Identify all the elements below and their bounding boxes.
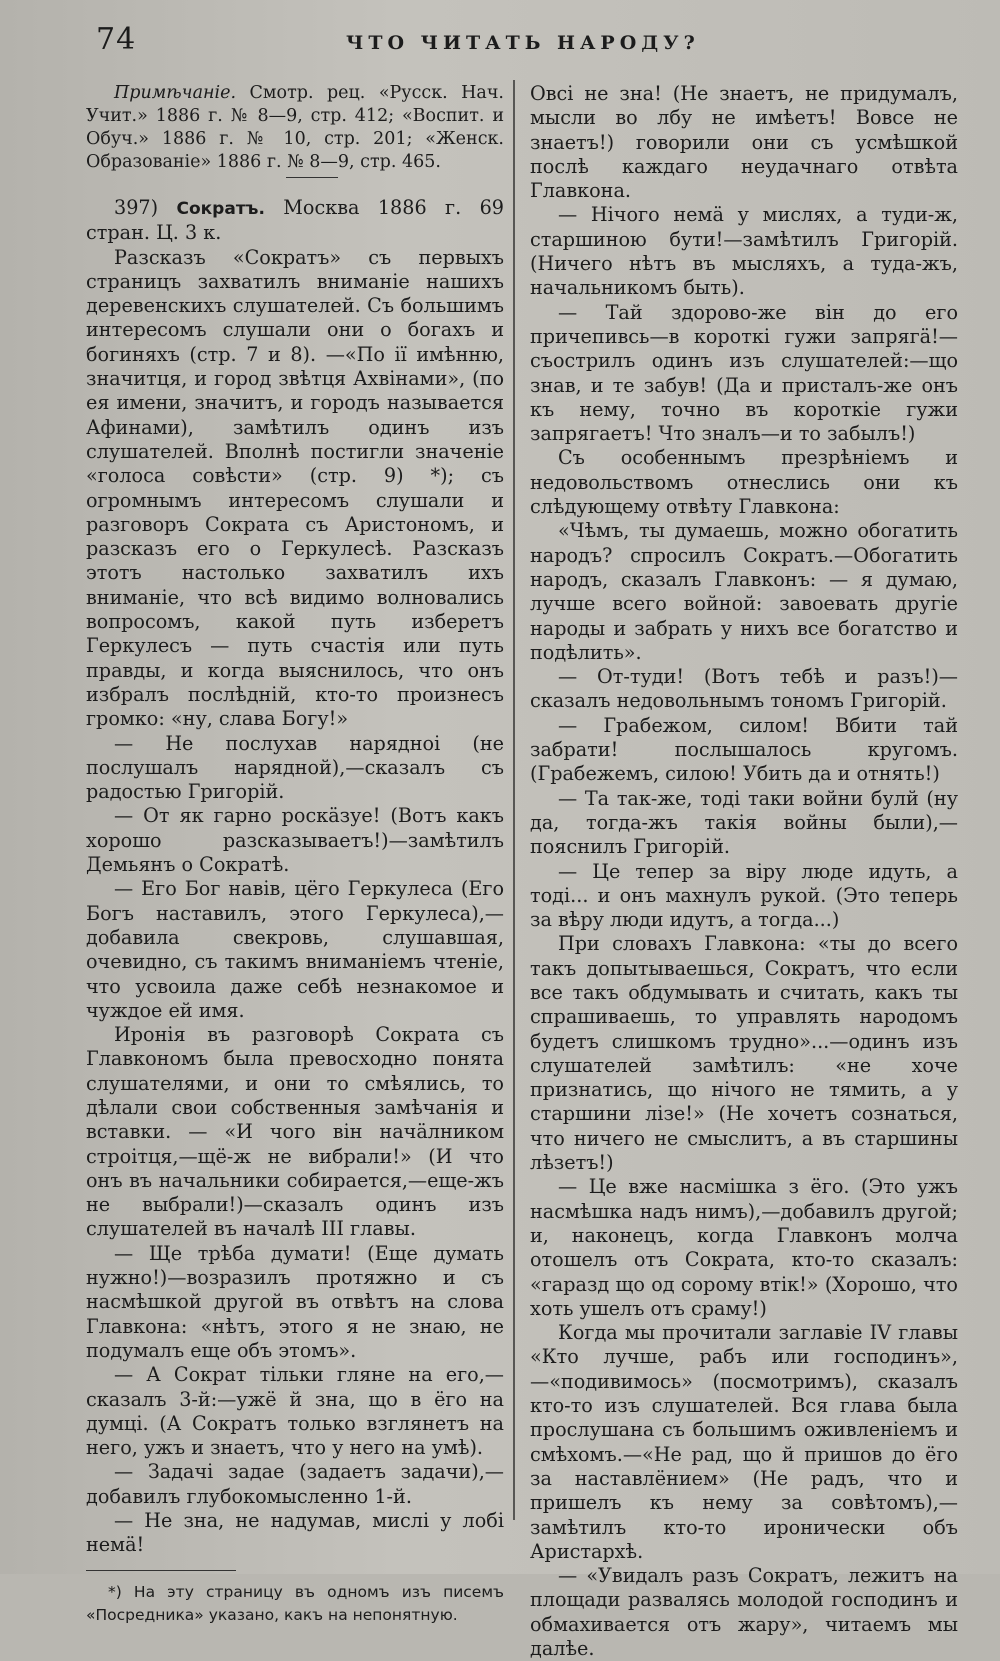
paragraph: — От як гарно роскäзуе! (Вотъ какъ хорошо разсказываетъ!)—замѣтилъ Демьянъ о Сократѣ.: [86, 804, 504, 877]
footnote: *) На эту страницу въ одномъ изъ писемъ «Посредника» указано, какъ на непонятную.: [86, 1582, 504, 1624]
short-rule: [286, 177, 338, 178]
paragraph: Овсі не зна! (Не знаетъ, не придумалъ, мысли во лбу не имѣетъ! Вовсе не знаетъ!) говорили они съ усмѣшкой послѣ каждаго неудачнаго отвѣта Главкона.: [530, 82, 958, 203]
paragraph: Съ особеннымъ презрѣніемъ и недовольствомъ отнеслись они къ слѣдующему отвѣту Главкона:: [530, 446, 958, 519]
paragraph: — Не послухав нарядноі (не послушалъ нарядной),—сказалъ съ радостью Григорій.: [86, 731, 504, 804]
paragraph: — Ще трѣба думати! (Еще думать нужно!)—возразилъ протяжно и съ насмѣшкой другой въ отвѣтъ на слова Главкона: «нѣтъ, этого я не знаю, не подумалъ еще объ этомъ».: [86, 1241, 504, 1362]
paragraph: — Грабежом, силом! Вбити тай забрати! послышалось кругомъ. (Грабежемъ, силою! Убить да и отнять!): [530, 713, 958, 786]
footnote-rule: [86, 1570, 236, 1571]
paragraph: — Та так-же, тоді таки войни булй (ну да, тогда-жъ такія войны были),—пояснилъ Григорій.: [530, 786, 958, 859]
paragraph: При словахъ Главкона: «ты до всего такъ допытываешься, Сократъ, что если все такъ обдумывать и считать, какъ ты спрашиваешь, то управлять народомъ будетъ слишкомъ трудно»...—одинъ изъ слушателей замѣтилъ: «не хоче признатись, що нічого не тямить, а у старшини лізе!» (Не хочетъ сознаться, что ничего не смыслитъ, а въ старшины лѣзетъ!): [530, 932, 958, 1175]
paragraph: — А Сократ тільки гляне на его,—сказалъ 3-й:—ужё й зна, що в ёго на думці. (А Сократъ только взглянетъ на него, ужъ и знаетъ, что у него на умѣ).: [86, 1363, 504, 1460]
right-column: [530, 82, 958, 1661]
entry-number: 397): [114, 196, 159, 219]
entry-details: Москва 1886 г. 69 стран. Ц. 3 к.: [86, 196, 504, 245]
paragraph: «Чѣмъ, ты думаешь, можно обогатить народъ? спросилъ Сократъ.—Обогатить народъ, сказалъ Главконъ: — я думаю, лучше всего войной: завоевать другіе народы и забрать у нихъ все богатство и подѣлить».: [530, 519, 958, 664]
paragraph: Когда мы прочитали заглавіе IV главы «Кто лучше, рабъ или господинъ»,—«подивимось» (посмотримъ), сказалъ кто-то изъ слушателей. Вся глава была прослушана съ большимъ оживленіемъ и смѣхомъ.—«Не рад, що й пришов до ёго за наставлёнием» (Не радъ, что и пришелъ къ нему за совѣтомъ),—замѣтилъ кто-то иронически объ Аристархѣ.: [530, 1321, 958, 1563]
entry-title: Сократъ.: [176, 199, 265, 219]
paragraph: Иронія въ разговорѣ Сократа съ Главкономъ была превосходно понята слушателями, и они то смѣялись, то дѣлали свои собственныя замѣчанія и вставки. — «И чого він начäлником строітця,—щё-ж не вибрали!» (И что онъ въ начальники собирается,—еще-жъ не выбрали!)—сказалъ одинъ изъ слушателей въ началѣ III главы.: [86, 1023, 504, 1241]
page-number: 74: [96, 22, 137, 57]
paragraph: — Нічого немä у мислях, а туди-ж, старшиною бути!—замѣтилъ Григорій. (Ничего нѣтъ въ мысляхъ, а туда-жъ, начальникомъ быть).: [530, 203, 958, 300]
paragraph: — Задачі задае (задаетъ задачи),—добавилъ глубокомысленно 1-й.: [86, 1460, 504, 1508]
left-column: [86, 82, 504, 1627]
paragraph: — От-туди! (Вотъ тебѣ и разъ!)—сказалъ недовольнымъ тономъ Григорій.: [530, 665, 958, 713]
paragraph: — Це вже насмішка з ёго. (Это ужъ насмѣшка надъ нимъ),—добавилъ другой; и, наконецъ, когда Главконъ молча отошелъ отъ Сократа, кто-то сказалъ: «гаразд що од сорому втік!» (Хорошо, что хоть ушелъ отъ сраму!): [530, 1175, 958, 1320]
paragraph: — Це тепер за віру люде идуть, а тоді... и онъ махнулъ рукой. (Это теперь за вѣру люди идутъ, а тогда...): [530, 859, 958, 932]
paragraph: — Его Бог навів, цёго Геркулеса (Его Богъ наставилъ, этого Геркулеса),—добавила свекровь, слушавшая, очевидно, съ такимъ вниманіемъ чтеніе, что усвоила даже себѣ незнакомое и чуждое ей имя.: [86, 877, 504, 1022]
paragraph: — «Увидалъ разъ Сократъ, лежитъ на площади развалясь молодой господинъ и обмахивается отъ жару», читаемъ мы далѣе.: [530, 1564, 958, 1660]
column-divider: [513, 80, 515, 1520]
running-title: ЧТО ЧИТАТЬ НАРОДУ?: [346, 32, 700, 54]
paragraph: Разсказъ «Сократъ» съ первыхъ страницъ захватилъ вниманіе нашихъ деревенскихъ слушателей. Съ большимъ интересомъ слушали они о богахъ и богиняхъ (стр. 7 и 8). —«По ії имѣнню, значитця, и город звѣтця Ахвінами», (по ея имени, значитъ, и городъ называется Афинами), замѣтилъ одинъ изъ слушателей. Вполнѣ постигли значеніе «голоса совѣсти» (стр. 9) *); съ огромнымъ интересомъ слушали и разговоръ Сократа съ Аристономъ, и разсказъ его о Геркулесѣ. Разсказъ этотъ настолько захватилъ ихъ вниманіе, что всѣ видимо волновались вопросомъ, какой путь изберетъ Геркулесъ — путь счастія или путь правды, и когда выяснилось, что онъ избралъ послѣдній, кто-то произнесъ громко: «ну, слава Богу!»: [86, 245, 504, 731]
paragraph: — Тай здорово-же він до его причепивсь—в короткі гужи запрягä!—съострилъ одинъ изъ слушателей:—що знав, и те забув! (Да и присталъ-же онъ къ нему, точно въ короткіе гужи запрягаетъ! Что зналъ—и то забылъ!): [530, 300, 958, 446]
book-entry-heading: [86, 196, 504, 246]
review-note: [86, 82, 504, 174]
page-header: [96, 22, 706, 62]
paragraph: — Не зна, не надумав, мислі у лобі немä!: [86, 1509, 504, 1557]
note-label: Примѣчаніе.: [114, 83, 237, 103]
note-text: Смотр. рец. «Русск. Нач. Учит.» 1886 г. № 8—9, стр. 412; «Воспит. и Обуч.» 1886 г. № 10, стр. 201; «Женск. Образованіе» 1886 г. № 8—9, стр. 465.: [86, 83, 504, 172]
